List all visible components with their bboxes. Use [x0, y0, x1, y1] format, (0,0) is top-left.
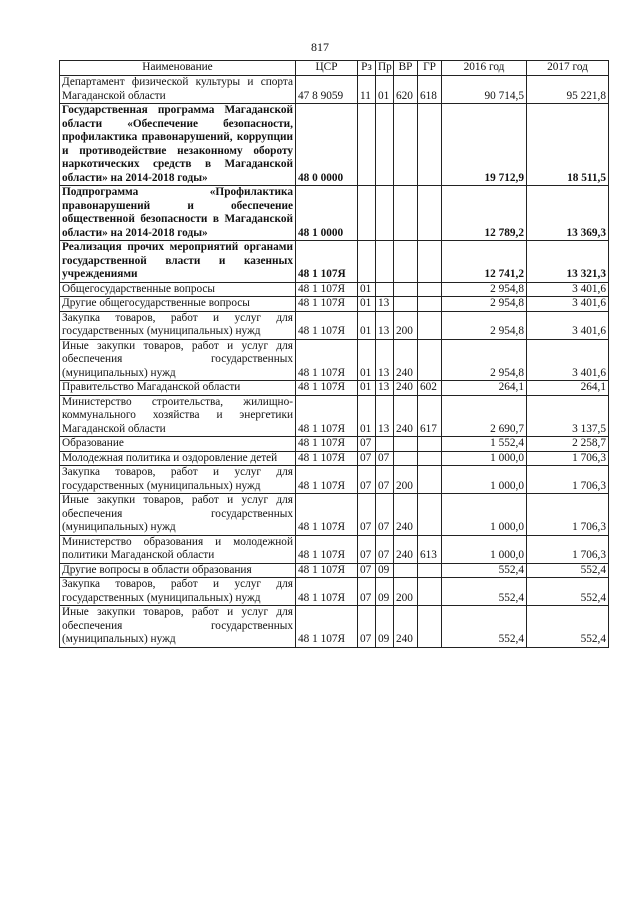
- cell-name: Иные закупки товаров, работ и услуг для обеспечения государственных (муниципальных) нужд: [60, 494, 296, 536]
- budget-table: [59, 60, 609, 648]
- page-number: 817: [311, 40, 329, 54]
- header-pr: Пр: [376, 61, 394, 76]
- cell-gr: 617: [418, 395, 442, 437]
- table-row: [60, 578, 609, 606]
- cell-2017: 13 369,3: [527, 186, 609, 241]
- cell-csr: 48 1 107Я: [296, 437, 358, 452]
- cell-gr: [418, 339, 442, 381]
- cell-csr: 48 1 107Я: [296, 494, 358, 536]
- cell-name: Закупка товаров, работ и услуг для государственных (муниципальных) нужд: [60, 466, 296, 494]
- table-row: [60, 186, 609, 241]
- header-name: Наименование: [60, 61, 296, 76]
- cell-vr: 240: [394, 606, 418, 648]
- cell-gr: [418, 282, 442, 297]
- cell-gr: [418, 437, 442, 452]
- header-2017: 2017 год: [527, 61, 609, 76]
- cell-vr: 240: [394, 339, 418, 381]
- cell-rz: 01: [358, 339, 376, 381]
- cell-csr: 48 1 107Я: [296, 563, 358, 578]
- cell-name: Министерство образования и молодежной политики Магаданской области: [60, 535, 296, 563]
- table-row: [60, 297, 609, 312]
- cell-name: Закупка товаров, работ и услуг для государственных (муниципальных) нужд: [60, 311, 296, 339]
- cell-2016: 552,4: [442, 563, 527, 578]
- cell-2017: 552,4: [527, 563, 609, 578]
- cell-pr: [376, 282, 394, 297]
- cell-2016: 2 690,7: [442, 395, 527, 437]
- cell-rz: 01: [358, 297, 376, 312]
- cell-pr: 13: [376, 381, 394, 396]
- cell-2016: 12 789,2: [442, 186, 527, 241]
- cell-name: Государственная программа Магаданской области «Обеспечение безопасности, профилактика правонарушений, коррупции и противодействие незаконному обороту наркотических средств в Магаданской области» на 2014-2018 годы»: [60, 104, 296, 186]
- cell-vr: [394, 451, 418, 466]
- cell-rz: [358, 104, 376, 186]
- cell-csr: 48 1 107Я: [296, 241, 358, 283]
- cell-rz: 07: [358, 466, 376, 494]
- cell-2017: 1 706,3: [527, 494, 609, 536]
- cell-vr: [394, 282, 418, 297]
- cell-2016: 1 552,4: [442, 437, 527, 452]
- cell-pr: 13: [376, 395, 394, 437]
- cell-pr: 09: [376, 578, 394, 606]
- cell-csr: 48 1 107Я: [296, 339, 358, 381]
- cell-2016: 1 000,0: [442, 451, 527, 466]
- table-row: [60, 395, 609, 437]
- cell-2017: 3 401,6: [527, 339, 609, 381]
- table-row: [60, 535, 609, 563]
- cell-2017: 3 137,5: [527, 395, 609, 437]
- table-row: [60, 563, 609, 578]
- header-rz: Рз: [358, 61, 376, 76]
- cell-gr: [418, 451, 442, 466]
- table-row: [60, 76, 609, 104]
- cell-pr: 09: [376, 606, 394, 648]
- cell-2017: 13 321,3: [527, 241, 609, 283]
- cell-pr: 07: [376, 466, 394, 494]
- cell-rz: 07: [358, 563, 376, 578]
- cell-2017: 95 221,8: [527, 76, 609, 104]
- cell-2017: 1 706,3: [527, 535, 609, 563]
- cell-2017: 552,4: [527, 606, 609, 648]
- cell-2017: 18 511,5: [527, 104, 609, 186]
- table-header-row: [60, 61, 609, 76]
- cell-rz: 01: [358, 311, 376, 339]
- cell-gr: [418, 241, 442, 283]
- cell-gr: [418, 578, 442, 606]
- cell-pr: [376, 104, 394, 186]
- cell-2017: 3 401,6: [527, 282, 609, 297]
- cell-2016: 2 954,8: [442, 297, 527, 312]
- cell-csr: 48 1 107Я: [296, 395, 358, 437]
- cell-2016: 1 000,0: [442, 494, 527, 536]
- cell-gr: [418, 606, 442, 648]
- cell-2016: 1 000,0: [442, 466, 527, 494]
- cell-2017: 3 401,6: [527, 311, 609, 339]
- header-gr: ГР: [418, 61, 442, 76]
- cell-pr: [376, 241, 394, 283]
- cell-vr: 240: [394, 395, 418, 437]
- table-row: [60, 241, 609, 283]
- table-row: [60, 104, 609, 186]
- cell-name: Министерство строительства, жилищно-коммунального хозяйства и энергетики Магаданской области: [60, 395, 296, 437]
- cell-rz: 07: [358, 535, 376, 563]
- cell-pr: 13: [376, 339, 394, 381]
- cell-rz: 07: [358, 494, 376, 536]
- table-row: [60, 494, 609, 536]
- cell-name: Реализация прочих мероприятий органами государственной власти и казенных учреждениями: [60, 241, 296, 283]
- table-row: [60, 606, 609, 648]
- cell-csr: 48 1 107Я: [296, 381, 358, 396]
- cell-vr: [394, 563, 418, 578]
- cell-rz: [358, 241, 376, 283]
- cell-pr: 09: [376, 563, 394, 578]
- cell-vr: 620: [394, 76, 418, 104]
- cell-vr: [394, 186, 418, 241]
- cell-pr: [376, 186, 394, 241]
- cell-rz: 07: [358, 437, 376, 452]
- table-row: [60, 437, 609, 452]
- header-csr: ЦСР: [296, 61, 358, 76]
- cell-vr: 200: [394, 311, 418, 339]
- cell-vr: [394, 297, 418, 312]
- cell-2016: 552,4: [442, 578, 527, 606]
- cell-2017: 1 706,3: [527, 451, 609, 466]
- cell-2017: 264,1: [527, 381, 609, 396]
- cell-2017: 1 706,3: [527, 466, 609, 494]
- cell-csr: 48 1 107Я: [296, 282, 358, 297]
- cell-vr: 240: [394, 381, 418, 396]
- cell-name: Другие общегосударственные вопросы: [60, 297, 296, 312]
- cell-2016: 12 741,2: [442, 241, 527, 283]
- cell-rz: 01: [358, 282, 376, 297]
- cell-pr: 07: [376, 535, 394, 563]
- cell-vr: 240: [394, 494, 418, 536]
- cell-name: Иные закупки товаров, работ и услуг для обеспечения государственных (муниципальных) нужд: [60, 339, 296, 381]
- table-row: [60, 339, 609, 381]
- cell-vr: 200: [394, 466, 418, 494]
- cell-gr: 602: [418, 381, 442, 396]
- cell-pr: 13: [376, 311, 394, 339]
- table-row: [60, 282, 609, 297]
- table-row: [60, 466, 609, 494]
- cell-csr: 48 1 107Я: [296, 466, 358, 494]
- cell-pr: 01: [376, 76, 394, 104]
- table-row: [60, 451, 609, 466]
- cell-2016: 19 712,9: [442, 104, 527, 186]
- cell-name: Департамент физической культуры и спорта Магаданской области: [60, 76, 296, 104]
- table-row: [60, 311, 609, 339]
- cell-2017: 3 401,6: [527, 297, 609, 312]
- cell-vr: [394, 241, 418, 283]
- cell-name: Другие вопросы в области образования: [60, 563, 296, 578]
- cell-vr: [394, 104, 418, 186]
- cell-2017: 552,4: [527, 578, 609, 606]
- cell-rz: [358, 186, 376, 241]
- cell-name: Правительство Магаданской области: [60, 381, 296, 396]
- cell-vr: 240: [394, 535, 418, 563]
- cell-name: Иные закупки товаров, работ и услуг для обеспечения государственных (муниципальных) нужд: [60, 606, 296, 648]
- cell-2016: 264,1: [442, 381, 527, 396]
- cell-name: Молодежная политика и оздоровление детей: [60, 451, 296, 466]
- header-2016: 2016 год: [442, 61, 527, 76]
- cell-rz: 01: [358, 381, 376, 396]
- cell-gr: [418, 466, 442, 494]
- cell-rz: 07: [358, 578, 376, 606]
- cell-csr: 48 1 107Я: [296, 311, 358, 339]
- cell-name: Образование: [60, 437, 296, 452]
- cell-csr: 47 8 9059: [296, 76, 358, 104]
- cell-name: Общегосударственные вопросы: [60, 282, 296, 297]
- cell-vr: 200: [394, 578, 418, 606]
- cell-csr: 48 1 107Я: [296, 606, 358, 648]
- cell-csr: 48 1 0000: [296, 186, 358, 241]
- cell-pr: 07: [376, 494, 394, 536]
- cell-rz: 07: [358, 606, 376, 648]
- cell-gr: [418, 494, 442, 536]
- cell-name: Подпрограмма «Профилактика правонарушений и обеспечение общественной безопасности в Магаданской области» на 2014-2018 годы»: [60, 186, 296, 241]
- cell-2016: 90 714,5: [442, 76, 527, 104]
- cell-gr: 618: [418, 76, 442, 104]
- cell-gr: [418, 186, 442, 241]
- cell-2016: 2 954,8: [442, 282, 527, 297]
- table-row: [60, 381, 609, 396]
- cell-2017: 2 258,7: [527, 437, 609, 452]
- cell-pr: 13: [376, 297, 394, 312]
- cell-csr: 48 1 107Я: [296, 451, 358, 466]
- cell-csr: 48 1 107Я: [296, 535, 358, 563]
- cell-gr: [418, 563, 442, 578]
- cell-name: Закупка товаров, работ и услуг для государственных (муниципальных) нужд: [60, 578, 296, 606]
- cell-2016: 1 000,0: [442, 535, 527, 563]
- cell-2016: 2 954,8: [442, 339, 527, 381]
- cell-csr: 48 1 107Я: [296, 297, 358, 312]
- cell-csr: 48 0 0000: [296, 104, 358, 186]
- cell-gr: [418, 297, 442, 312]
- cell-gr: [418, 311, 442, 339]
- cell-gr: 613: [418, 535, 442, 563]
- cell-2016: 2 954,8: [442, 311, 527, 339]
- cell-gr: [418, 104, 442, 186]
- cell-vr: [394, 437, 418, 452]
- cell-rz: 11: [358, 76, 376, 104]
- header-vr: ВР: [394, 61, 418, 76]
- cell-pr: 07: [376, 451, 394, 466]
- cell-pr: [376, 437, 394, 452]
- cell-rz: 01: [358, 395, 376, 437]
- cell-rz: 07: [358, 451, 376, 466]
- cell-2016: 552,4: [442, 606, 527, 648]
- table-body: [60, 76, 609, 648]
- cell-csr: 48 1 107Я: [296, 578, 358, 606]
